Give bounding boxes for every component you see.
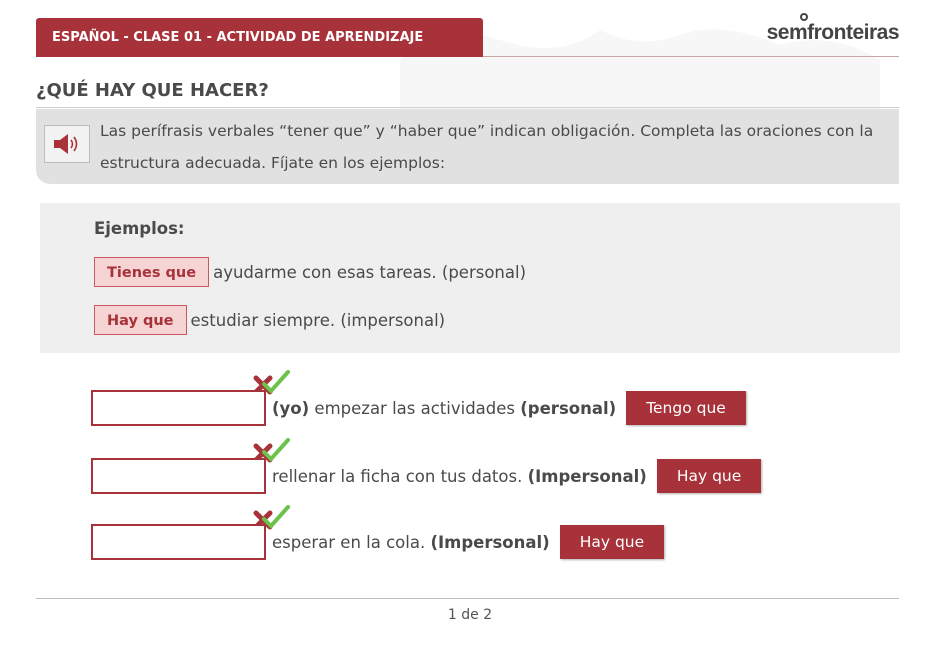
question-body: empezar las actividades bbox=[309, 398, 521, 418]
brand-logo bbox=[767, 21, 899, 45]
answer-input-3[interactable] bbox=[91, 524, 266, 560]
example-text: estudiar siempre. (impersonal) bbox=[190, 310, 446, 330]
question-body: esperar en la cola. bbox=[272, 532, 431, 552]
header-divider bbox=[483, 56, 899, 57]
audio-play-button[interactable] bbox=[44, 125, 90, 163]
answer-option-button[interactable]: Tengo que bbox=[626, 391, 746, 425]
course-banner: ESPAÑOL - CLASE 01 - ACTIVIDAD DE APRENDIZAJE bbox=[36, 18, 483, 57]
question-row bbox=[91, 457, 761, 495]
question-suffix: (Impersonal) bbox=[430, 532, 550, 552]
examples-panel bbox=[40, 203, 900, 353]
answer-option-button[interactable]: Hay que bbox=[560, 525, 664, 559]
example-text: ayudarme con esas tareas. (personal) bbox=[213, 262, 527, 282]
example-row bbox=[94, 257, 526, 287]
footer-divider bbox=[36, 598, 899, 599]
answer-option-button[interactable]: Hay que bbox=[657, 459, 761, 493]
question-row bbox=[91, 389, 746, 427]
question-text bbox=[272, 467, 647, 486]
example-row bbox=[94, 305, 445, 335]
logo-text: semfronteiras bbox=[766, 21, 899, 44]
question-text bbox=[272, 533, 550, 552]
page-indicator: 1 de 2 bbox=[447, 607, 493, 623]
answer-input-1[interactable] bbox=[91, 390, 266, 426]
answer-input-2[interactable] bbox=[91, 458, 266, 494]
instructions-panel bbox=[36, 109, 899, 184]
title-divider bbox=[36, 107, 899, 108]
location-pin-icon bbox=[800, 13, 808, 21]
question-body: rellenar la ficha con tus datos. bbox=[272, 466, 528, 486]
question-text bbox=[272, 399, 616, 418]
examples-title: Ejemplos: bbox=[94, 219, 185, 238]
example-chip: Tienes que bbox=[94, 257, 209, 287]
question-row bbox=[91, 523, 664, 561]
question-prefix: (yo) bbox=[272, 398, 310, 418]
instructions-text: Las perífrasis verbales “tener que” y “haber que” indican obligación. Completa las oraciones con la estructura adecuada. Fíjate en los ejemplos: bbox=[100, 122, 874, 172]
question-suffix: (personal) bbox=[520, 398, 617, 418]
question-suffix: (Impersonal) bbox=[527, 466, 647, 486]
speaker-icon bbox=[52, 133, 82, 155]
example-chip: Hay que bbox=[94, 305, 187, 335]
page-title: ¿QUÉ HAY QUE HACER? bbox=[36, 80, 269, 101]
